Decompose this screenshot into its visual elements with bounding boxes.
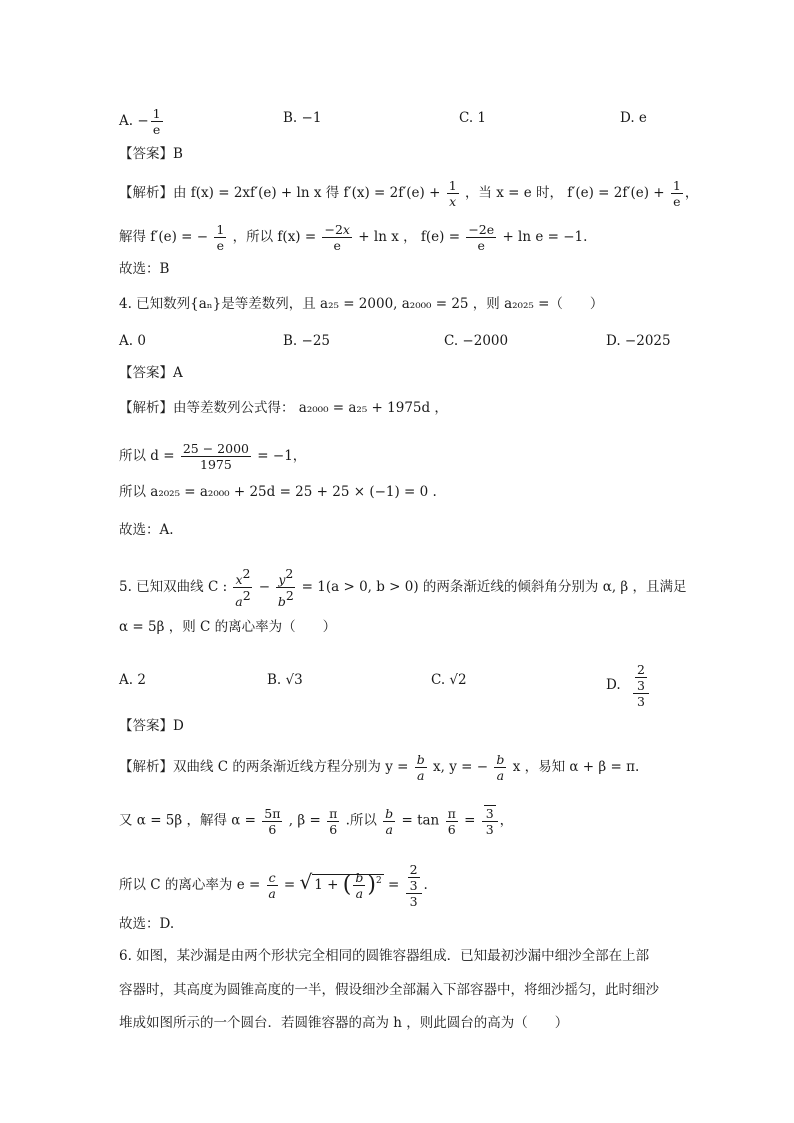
q3-explanation-line2: 解得 f′(e) = − $\frac{1}{e}$ ，所以 f(x) = $\frac{-2x}{e}$ + ln x ， f(e) = $\frac{-2e}{e}$ + ln e = −1. xyxy=(119,222,588,253)
q5-explanation-line1: 【解析】双曲线 C 的两条渐近线方程分别为 y = $\frac{b}{a}$ x, y = − $\frac{b}{a}$ x ，易知 α + β = π. xyxy=(119,752,640,783)
q6-stem-line2: 容器时，其高度为圆锥高度的一半，假设细沙全部漏入下部容器中，将细沙摇匀，此时细沙 xyxy=(119,982,659,998)
q4-explanation-line2: 所以 d = $\frac{25 - 2000}{1975}$ = −1， xyxy=(119,441,307,472)
q5-stem-line1: 5. 已知双曲线 C : $\frac{x2}{a2}$ − $\frac{y2}{b2}$ = 1(a > 0, b > 0) 的两条渐近线的倾斜角分别为 α, β ，且满足 xyxy=(119,566,687,609)
q4-option-a: A. 0 xyxy=(119,333,146,349)
q3-option-c: C. 1 xyxy=(459,110,487,126)
q3-option-a: A. − $\frac{1}{e}$ xyxy=(119,106,161,137)
q5-stem-line2: α = 5β ，则 C 的离心率为（ ） xyxy=(119,619,337,635)
q5-option-b: B. √3 xyxy=(267,672,303,688)
q6-stem-line3: 堆成如图所示的一个圆台．若圆锥容器的高为 h ，则此圆台的高为（ ） xyxy=(119,1015,569,1031)
q5-option-c: C. √2 xyxy=(431,672,467,688)
q5-explanation-line3: 所以 C 的离心率为 e = $\frac{c}{a}$ = √ 1 + ( $\frac{b}{a}$ )$^2$ = 2 3 3 . xyxy=(119,862,428,909)
q6-stem-line1: 6. 如图，某沙漏是由两个形状完全相同的圆锥容器组成．已知最初沙漏中细沙全部在上部 xyxy=(119,948,650,964)
q5-explanation-line2: 又 α = 5β ，解得 α = $\frac{5\pi}{6}$ , β = $\frac{\pi}{6}$ .所以 $\frac{b}{a}$ = tan $\frac{\pi}{6}$ = $\frac{3}{3}$ ， xyxy=(119,805,514,837)
q4-answer: 【答案】A xyxy=(119,365,183,381)
q3-answer: 【答案】B xyxy=(119,146,183,162)
q4-option-d: D. −2025 xyxy=(606,333,671,349)
q4-option-c: C. −2000 xyxy=(444,333,509,349)
q3-explanation-line1: 【解析】由 f(x) = 2xf′(e) + ln x 得 f′(x) = 2f′(e) + $\frac{1}{x}$ ，当 x = e 时， f′(e) = 2f′(e) + $\frac{1}{e}$ ， xyxy=(119,178,699,209)
q4-option-b: B. −25 xyxy=(283,333,330,349)
q5-conclusion: 故选：D. xyxy=(119,916,175,932)
q4-explanation-line3: 所以 a₂₀₂₅ = a₂₀₀₀ + 25d = 25 + 25 × (−1) = 0 . xyxy=(119,484,437,500)
q3-option-b: B. −1 xyxy=(283,110,322,126)
q4-stem: 4. 已知数列{aₙ}是等差数列，且 a₂₅ = 2000, a₂₀₀₀ = 25 ，则 a₂₀₂₅ =（ ） xyxy=(119,296,604,312)
q5-answer: 【答案】D xyxy=(119,718,184,734)
q5-option-d: D. 2 3 3 xyxy=(606,662,651,709)
q3-option-d: D. e xyxy=(620,110,647,126)
q4-conclusion: 故选：A. xyxy=(119,522,174,538)
q4-explanation-line1: 【解析】由等差数列公式得： a₂₀₀₀ = a₂₅ + 1975d ， xyxy=(119,400,448,416)
q3-conclusion: 故选：B xyxy=(119,261,170,277)
q5-option-a: A. 2 xyxy=(119,672,146,688)
